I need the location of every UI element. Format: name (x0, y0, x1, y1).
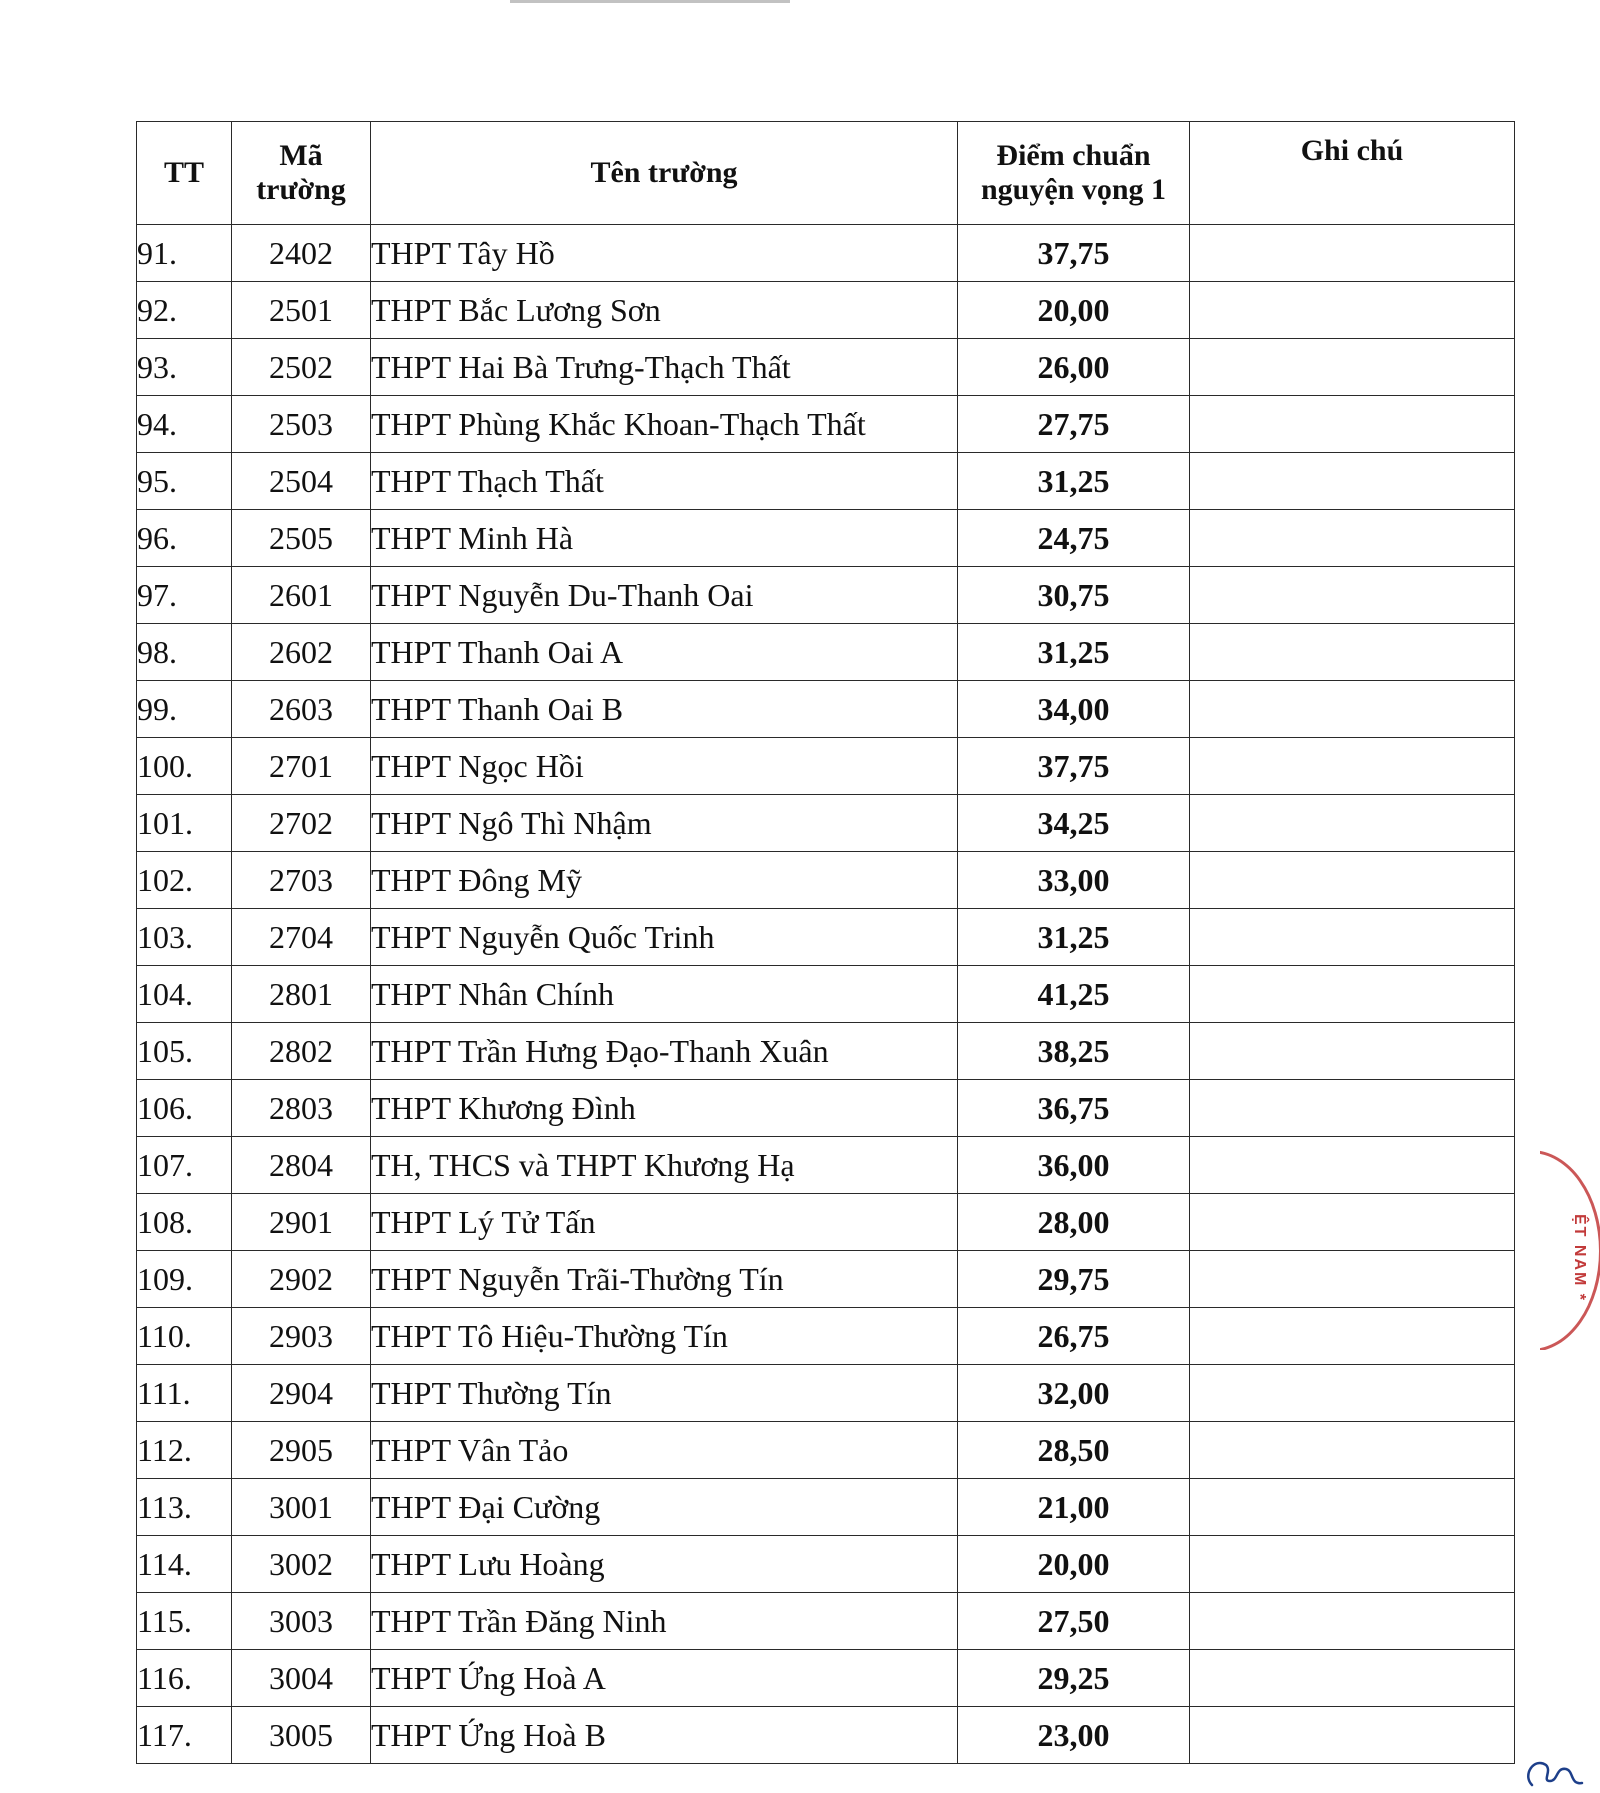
table-row (137, 453, 1515, 510)
admission-score: 27,50 (958, 1593, 1190, 1650)
row-number: 100. (137, 738, 232, 795)
note-cell (1190, 795, 1515, 852)
admission-score: 34,00 (958, 681, 1190, 738)
school-code: 2501 (232, 282, 371, 339)
school-name: THPT Bắc Lương Sơn (371, 282, 958, 339)
table-row (137, 1650, 1515, 1707)
table-row (137, 339, 1515, 396)
note-cell (1190, 624, 1515, 681)
note-cell (1190, 1251, 1515, 1308)
signature-mark (1512, 1745, 1592, 1793)
table-row (137, 1137, 1515, 1194)
note-cell (1190, 738, 1515, 795)
note-cell (1190, 567, 1515, 624)
row-number: 113. (137, 1479, 232, 1536)
admission-score: 29,75 (958, 1251, 1190, 1308)
admission-score: 26,00 (958, 339, 1190, 396)
table-row (137, 909, 1515, 966)
official-stamp (1540, 1150, 1600, 1350)
admission-score: 31,25 (958, 453, 1190, 510)
admission-score: 29,25 (958, 1650, 1190, 1707)
school-code: 3005 (232, 1707, 371, 1764)
admission-score: 36,00 (958, 1137, 1190, 1194)
school-code: 2502 (232, 339, 371, 396)
note-cell (1190, 1308, 1515, 1365)
school-code: 2802 (232, 1023, 371, 1080)
school-name: THPT Nguyễn Du-Thanh Oai (371, 567, 958, 624)
table-row (137, 1080, 1515, 1137)
school-code: 2402 (232, 225, 371, 282)
note-cell (1190, 282, 1515, 339)
table-row (137, 1536, 1515, 1593)
school-code: 2704 (232, 909, 371, 966)
school-code: 2904 (232, 1365, 371, 1422)
school-code: 3004 (232, 1650, 371, 1707)
header-school-code-line2: trường (256, 173, 346, 206)
note-cell (1190, 1080, 1515, 1137)
row-number: 109. (137, 1251, 232, 1308)
note-cell (1190, 1479, 1515, 1536)
school-name: THPT Thường Tín (371, 1365, 958, 1422)
school-name: THPT Thạch Thất (371, 453, 958, 510)
admission-score: 24,75 (958, 510, 1190, 567)
note-cell (1190, 510, 1515, 567)
note-cell (1190, 1593, 1515, 1650)
row-number: 117. (137, 1707, 232, 1764)
school-name: THPT Trần Hưng Đạo-Thanh Xuân (371, 1023, 958, 1080)
admission-score: 27,75 (958, 396, 1190, 453)
note-cell (1190, 1536, 1515, 1593)
row-number: 106. (137, 1080, 232, 1137)
school-code: 2505 (232, 510, 371, 567)
school-name: THPT Đông Mỹ (371, 852, 958, 909)
header-note: Ghi chú (1190, 122, 1515, 225)
table-row (137, 1707, 1515, 1764)
table-row (137, 681, 1515, 738)
note-cell (1190, 1194, 1515, 1251)
school-code: 2905 (232, 1422, 371, 1479)
table-header-row (137, 122, 1515, 225)
school-name: THPT Lý Tử Tấn (371, 1194, 958, 1251)
admission-score: 38,25 (958, 1023, 1190, 1080)
school-name: THPT Minh Hà (371, 510, 958, 567)
row-number: 102. (137, 852, 232, 909)
school-name: THPT Thanh Oai B (371, 681, 958, 738)
row-number: 107. (137, 1137, 232, 1194)
header-tt: TT (137, 122, 232, 225)
row-number: 91. (137, 225, 232, 282)
header-school-code (232, 122, 371, 225)
school-name: THPT Lưu Hoàng (371, 1536, 958, 1593)
note-cell (1190, 909, 1515, 966)
note-cell (1190, 1422, 1515, 1479)
row-number: 92. (137, 282, 232, 339)
row-number: 96. (137, 510, 232, 567)
school-code: 3001 (232, 1479, 371, 1536)
school-code: 2603 (232, 681, 371, 738)
row-number: 95. (137, 453, 232, 510)
row-number: 101. (137, 795, 232, 852)
table-row (137, 567, 1515, 624)
table-row (137, 1479, 1515, 1536)
row-number: 114. (137, 1536, 232, 1593)
row-number: 110. (137, 1308, 232, 1365)
school-code: 3003 (232, 1593, 371, 1650)
table-row (137, 1593, 1515, 1650)
school-code: 2602 (232, 624, 371, 681)
header-school-name: Tên trường (371, 122, 958, 225)
school-name: THPT Nguyễn Quốc Trinh (371, 909, 958, 966)
row-number: 98. (137, 624, 232, 681)
school-code: 2701 (232, 738, 371, 795)
table-row (137, 738, 1515, 795)
school-name: THPT Nguyễn Trãi-Thường Tín (371, 1251, 958, 1308)
school-name: THPT Vân Tảo (371, 1422, 958, 1479)
row-number: 111. (137, 1365, 232, 1422)
admission-score: 20,00 (958, 1536, 1190, 1593)
school-code: 2703 (232, 852, 371, 909)
school-code: 3002 (232, 1536, 371, 1593)
admission-score: 26,75 (958, 1308, 1190, 1365)
school-code: 2601 (232, 567, 371, 624)
header-school-code-line1: Mã (279, 138, 323, 172)
admission-score-table (136, 121, 1515, 1764)
admission-score: 28,50 (958, 1422, 1190, 1479)
admission-score: 20,00 (958, 282, 1190, 339)
school-code: 2702 (232, 795, 371, 852)
school-name: THPT Phùng Khắc Khoan-Thạch Thất (371, 396, 958, 453)
note-cell (1190, 453, 1515, 510)
school-name: THPT Ngô Thì Nhậm (371, 795, 958, 852)
admission-score: 23,00 (958, 1707, 1190, 1764)
admission-score: 32,00 (958, 1365, 1190, 1422)
school-name: THPT Ứng Hoà A (371, 1650, 958, 1707)
note-cell (1190, 681, 1515, 738)
header-score (958, 122, 1190, 225)
admission-score: 36,75 (958, 1080, 1190, 1137)
row-number: 116. (137, 1650, 232, 1707)
school-name: THPT Hai Bà Trưng-Thạch Thất (371, 339, 958, 396)
admission-score: 31,25 (958, 909, 1190, 966)
school-name: THPT Ngọc Hồi (371, 738, 958, 795)
row-number: 115. (137, 1593, 232, 1650)
note-cell (1190, 852, 1515, 909)
school-code: 2901 (232, 1194, 371, 1251)
school-name: THPT Khương Đình (371, 1080, 958, 1137)
row-number: 93. (137, 339, 232, 396)
note-cell (1190, 225, 1515, 282)
table-row (137, 225, 1515, 282)
school-name: THPT Tây Hồ (371, 225, 958, 282)
table-row (137, 966, 1515, 1023)
admission-score: 31,25 (958, 624, 1190, 681)
table-row (137, 510, 1515, 567)
school-name: THPT Thanh Oai A (371, 624, 958, 681)
row-number: 99. (137, 681, 232, 738)
admission-score: 21,00 (958, 1479, 1190, 1536)
school-code: 2803 (232, 1080, 371, 1137)
note-cell (1190, 1137, 1515, 1194)
school-name: THPT Ứng Hoà B (371, 1707, 958, 1764)
table-row (137, 852, 1515, 909)
admission-score: 28,00 (958, 1194, 1190, 1251)
note-cell (1190, 966, 1515, 1023)
table-row (137, 1422, 1515, 1479)
row-number: 103. (137, 909, 232, 966)
table-row (137, 1194, 1515, 1251)
table-row (137, 1308, 1515, 1365)
table-row (137, 396, 1515, 453)
admission-score: 33,00 (958, 852, 1190, 909)
school-name: THPT Đại Cường (371, 1479, 958, 1536)
school-code: 2804 (232, 1137, 371, 1194)
row-number: 105. (137, 1023, 232, 1080)
note-cell (1190, 1650, 1515, 1707)
admission-score: 30,75 (958, 567, 1190, 624)
note-cell (1190, 1023, 1515, 1080)
table-row (137, 1365, 1515, 1422)
school-name: THPT Nhân Chính (371, 966, 958, 1023)
school-name: THPT Tô Hiệu-Thường Tín (371, 1308, 958, 1365)
school-code: 2504 (232, 453, 371, 510)
header-score-line2: nguyện vọng 1 (980, 173, 1167, 206)
table-row (137, 1023, 1515, 1080)
school-name: THPT Trần Đăng Ninh (371, 1593, 958, 1650)
table-row (137, 1251, 1515, 1308)
row-number: 112. (137, 1422, 232, 1479)
admission-score: 34,25 (958, 795, 1190, 852)
stamp-text: ỆT NAM * (1571, 1214, 1588, 1302)
school-code: 2903 (232, 1308, 371, 1365)
table-row (137, 795, 1515, 852)
note-cell (1190, 1365, 1515, 1422)
school-code: 2503 (232, 396, 371, 453)
scan-edge-mark (510, 0, 790, 3)
row-number: 94. (137, 396, 232, 453)
row-number: 104. (137, 966, 232, 1023)
admission-score: 37,75 (958, 225, 1190, 282)
note-cell (1190, 339, 1515, 396)
table-row (137, 624, 1515, 681)
row-number: 97. (137, 567, 232, 624)
school-name: TH, THCS và THPT Khương Hạ (371, 1137, 958, 1194)
school-code: 2801 (232, 966, 371, 1023)
note-cell (1190, 396, 1515, 453)
admission-score: 41,25 (958, 966, 1190, 1023)
row-number: 108. (137, 1194, 232, 1251)
admission-score: 37,75 (958, 738, 1190, 795)
table-body (137, 225, 1515, 1764)
note-cell (1190, 1707, 1515, 1764)
header-score-line1: Điểm chuẩn (996, 138, 1151, 172)
school-code: 2902 (232, 1251, 371, 1308)
table-row (137, 282, 1515, 339)
